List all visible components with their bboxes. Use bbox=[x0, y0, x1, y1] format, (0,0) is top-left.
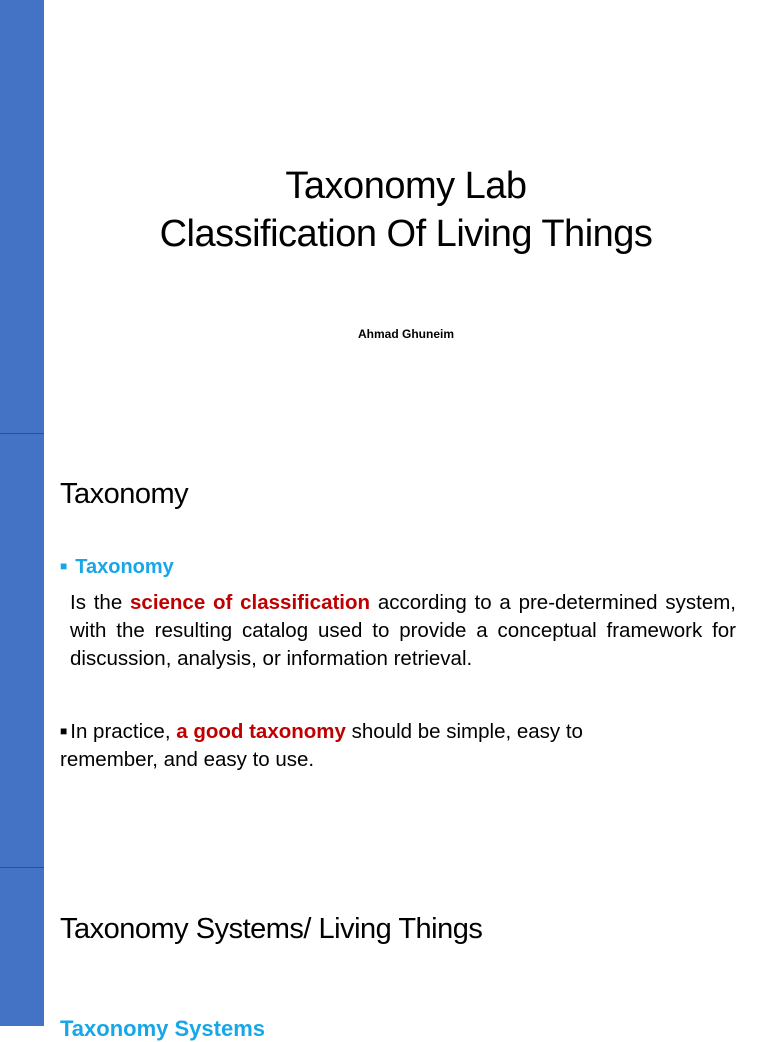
point-rest: should be simple, easy to remember, and easy to use. bbox=[60, 720, 583, 771]
systems-slide bbox=[0, 868, 768, 1041]
title-line-1: Taxonomy Lab bbox=[285, 165, 527, 207]
slide-heading: Taxonomy Systems/ Living Things bbox=[60, 913, 483, 945]
slide-title bbox=[44, 162, 768, 258]
taxonomy-slide bbox=[0, 434, 768, 867]
slide-accent-bar bbox=[0, 434, 44, 867]
title-slide bbox=[0, 0, 768, 433]
slide-accent-bar bbox=[0, 868, 44, 1026]
partial-bullet: Taxonomy Systems bbox=[60, 1016, 266, 1041]
bullet-heading bbox=[60, 556, 174, 579]
para-highlight: science of classification bbox=[130, 591, 371, 614]
bullet-label: Taxonomy bbox=[75, 556, 174, 578]
point-prefix: In practice, bbox=[70, 720, 177, 743]
slide-heading: Taxonomy bbox=[60, 478, 189, 510]
definition-paragraph bbox=[70, 589, 736, 673]
square-bullet-icon: ■ bbox=[60, 724, 68, 738]
point-highlight: a good taxonomy bbox=[176, 720, 346, 743]
slide-accent-bar bbox=[0, 0, 44, 433]
para-rest: according to a pre-determined system, with the resulting catalog used to provide a conceptual framework for discussion, analysis, or information retrieval. bbox=[70, 591, 736, 670]
square-bullet-icon: ■ bbox=[60, 559, 68, 573]
para-prefix: Is the bbox=[70, 591, 131, 614]
title-line-2: Classification Of Living Things bbox=[159, 213, 653, 255]
practice-bullet bbox=[60, 717, 680, 774]
author-name: Ahmad Ghuneim bbox=[357, 327, 454, 341]
